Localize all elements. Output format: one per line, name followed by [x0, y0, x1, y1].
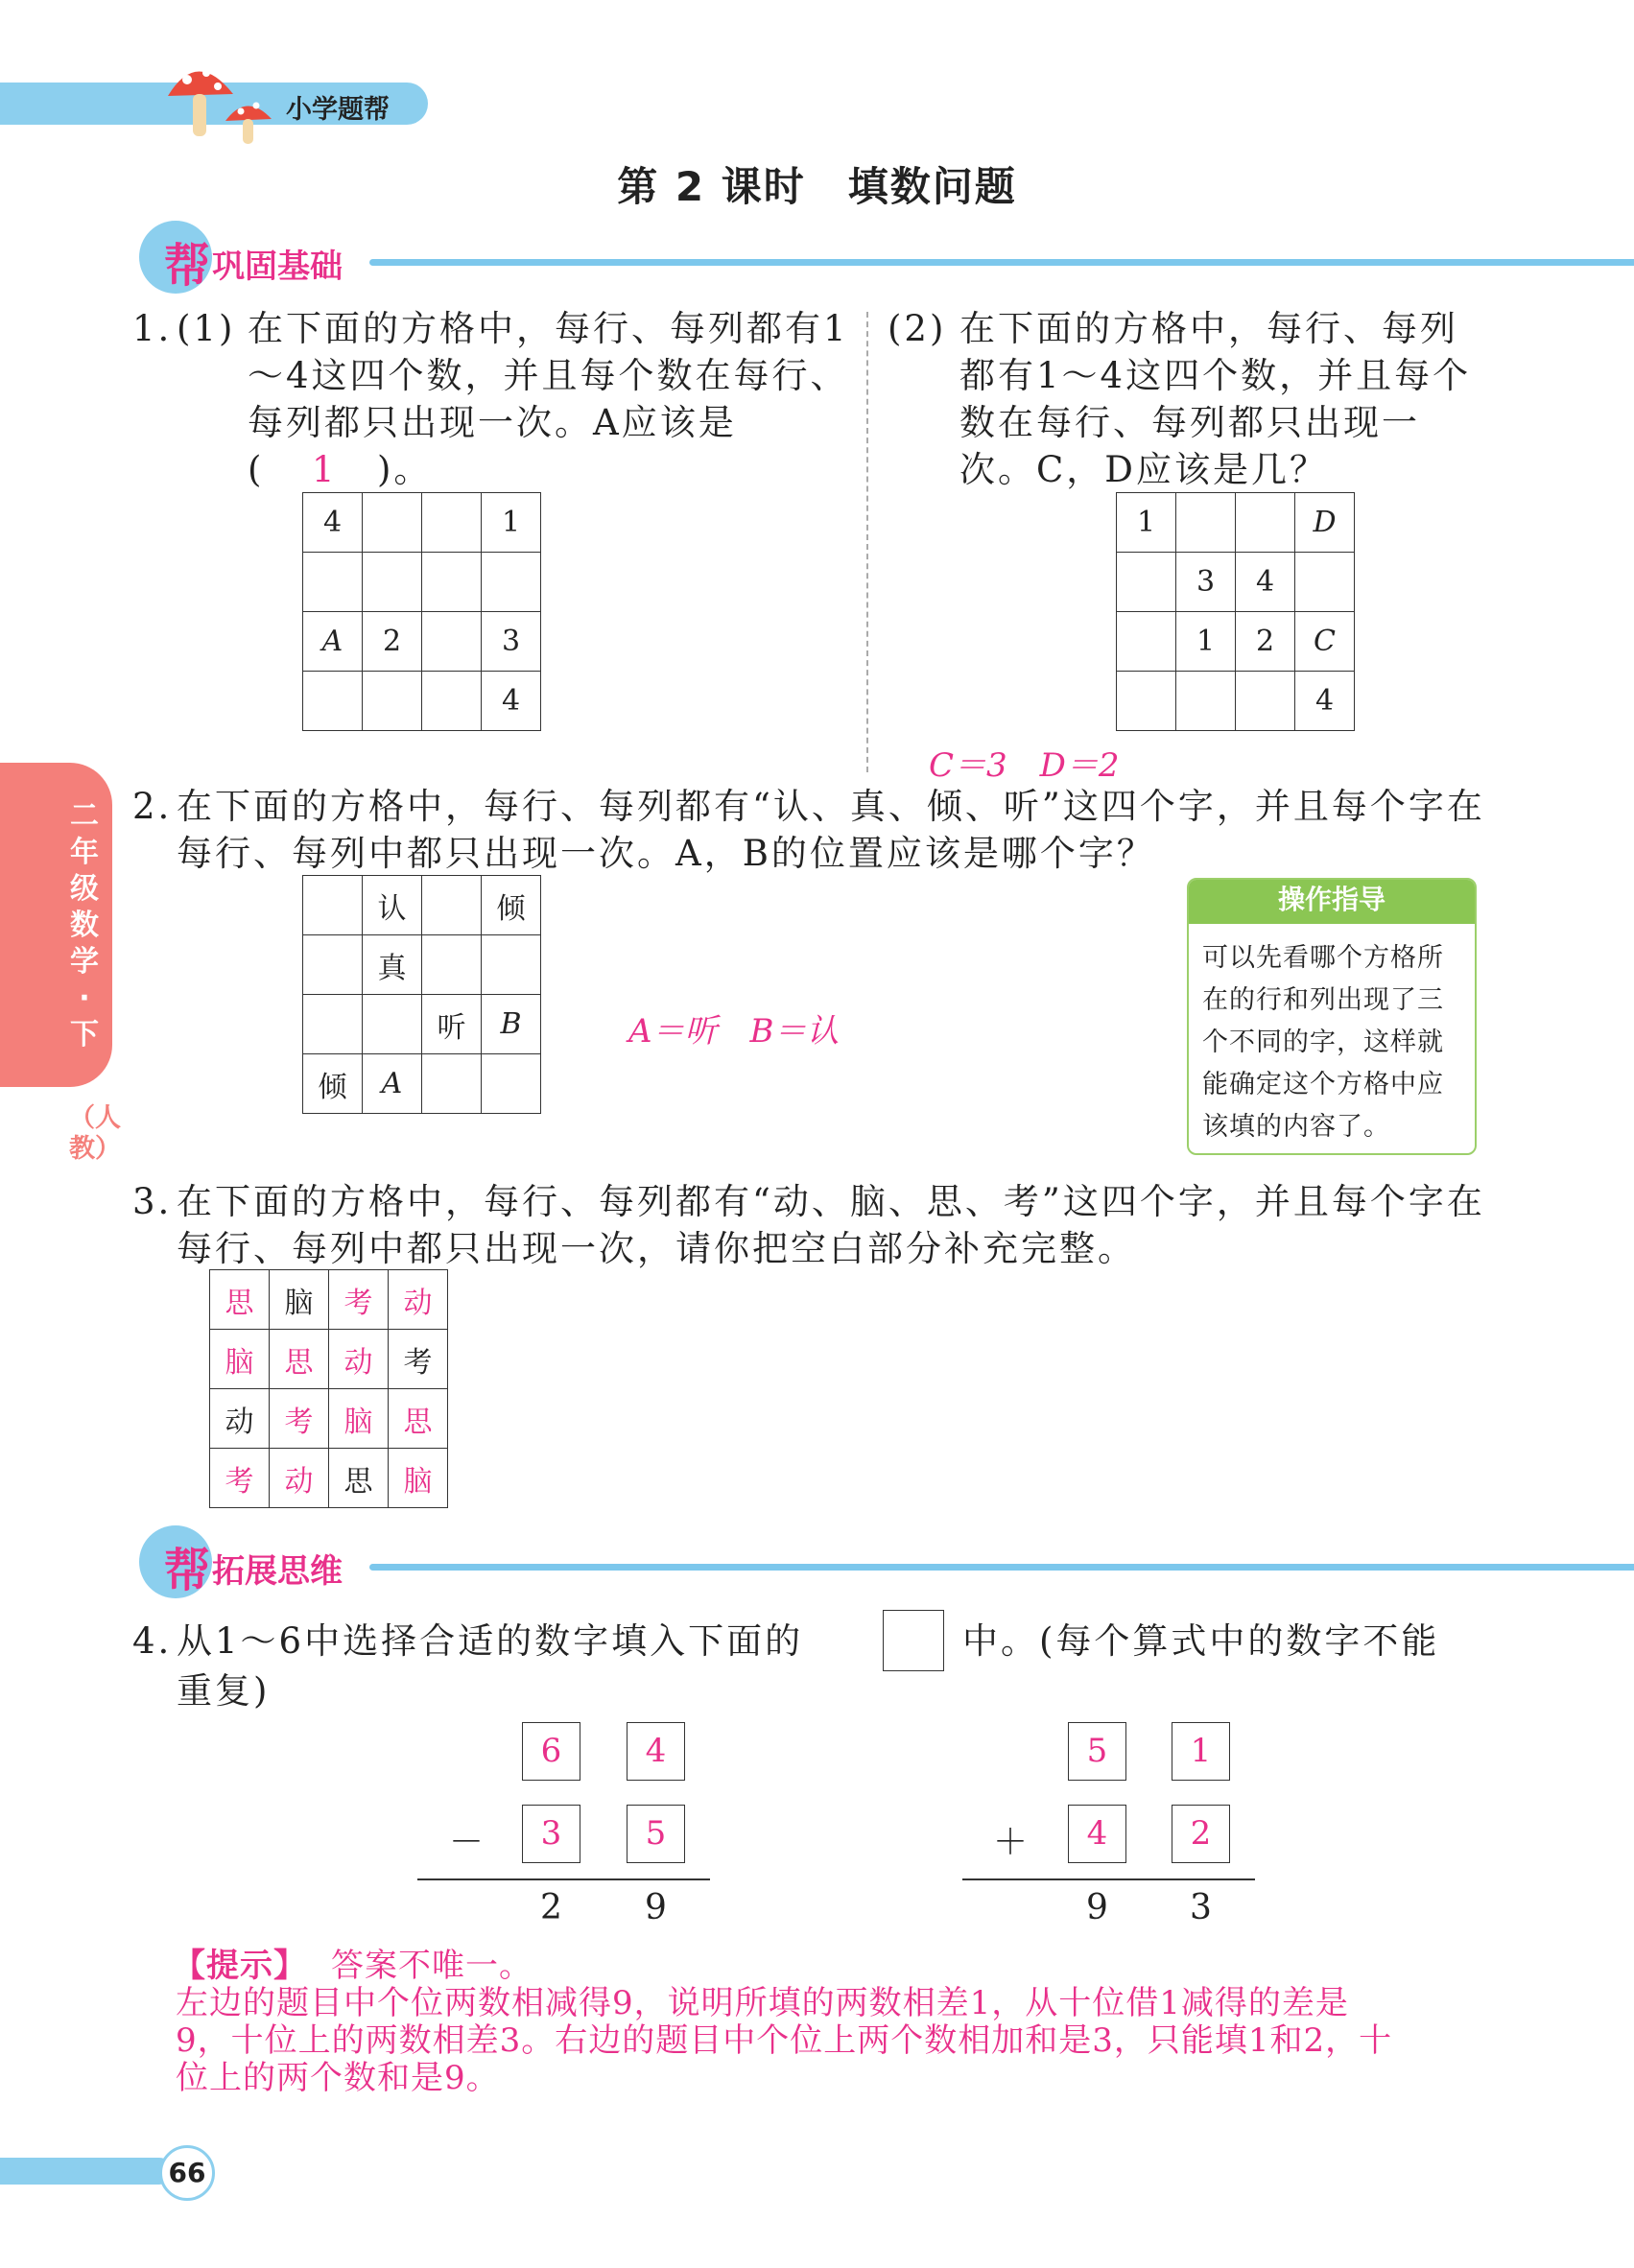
grid-cell: 2 — [1236, 612, 1295, 672]
grid-cell: 思 — [389, 1389, 448, 1449]
grid-cell: 倾 — [482, 876, 541, 935]
grid-cell — [363, 672, 422, 731]
grid-cell — [1117, 553, 1176, 612]
grid-cell — [1176, 493, 1236, 553]
q1-part1-grid — [302, 492, 541, 731]
q1-part1-answer-close: )。 — [377, 449, 433, 490]
grid-row — [303, 995, 541, 1054]
grid-cell: 1 — [1117, 493, 1176, 553]
mushroom-logo-icon — [158, 56, 283, 147]
grid-row — [303, 1054, 541, 1114]
q2-text: 在下面的方格中，每行、每列都有“认、真、倾、听”这四个字，并且每个字在每行、每列中都只出现一次。A，B的位置应该是哪个字？ — [177, 786, 1485, 874]
q4-right-bottom-ones: 2 — [1172, 1805, 1230, 1863]
grid-cell — [1295, 553, 1355, 612]
q4-left-result-ones: 9 — [645, 1888, 667, 1927]
q1-part1-answer-open: ( — [248, 449, 265, 490]
grid-cell: B — [482, 995, 541, 1054]
grid-cell: 思 — [329, 1449, 389, 1508]
grid-cell — [363, 553, 422, 612]
page-title: 第 2 课时 填数问题 — [617, 163, 1017, 210]
grid-cell — [1176, 672, 1236, 731]
side-tab-sub: （人教） — [69, 1103, 121, 1164]
hint-line-3: 位上的两个数和是9。 — [176, 2059, 500, 2097]
grid-cell: 考 — [329, 1270, 389, 1330]
grid-row — [210, 1330, 448, 1389]
q3-text: 在下面的方格中，每行、每列都有“动、脑、思、考”这四个字，并且每个字在每行、每列中都只出现一次，请你把空白部分补充完整。 — [177, 1181, 1485, 1269]
grid-cell — [422, 1054, 482, 1114]
hint-line-1: 左边的题目中个位两数相减得9，说明所填的两数相差1，从十位借1减得的差是 — [176, 1984, 1349, 2022]
grid-cell: 动 — [389, 1270, 448, 1330]
grid-row — [303, 612, 541, 672]
grid-cell: 动 — [210, 1389, 270, 1449]
grid-cell: C — [1295, 612, 1355, 672]
q4-blank-box — [883, 1610, 944, 1671]
grid-cell — [303, 995, 363, 1054]
grid-cell — [303, 935, 363, 995]
grid-row — [303, 493, 541, 553]
q4-number: 4. — [132, 1620, 173, 1662]
q1-part1-label: (1) — [177, 308, 236, 349]
page-number: 66 — [159, 2145, 215, 2201]
grid-cell — [482, 935, 541, 995]
grid-cell — [303, 876, 363, 935]
grid-cell: 4 — [303, 493, 363, 553]
grid-cell: 脑 — [270, 1270, 329, 1330]
grid-cell: 思 — [270, 1330, 329, 1389]
grid-cell: 3 — [482, 612, 541, 672]
grid-cell — [363, 995, 422, 1054]
brand-label: 小学题帮 — [286, 95, 390, 125]
grid-row — [303, 672, 541, 731]
section-label: 巩固基础 — [212, 248, 343, 286]
tip-body: 可以先看哪个方格所在的行和列出现了三个不同的字，这样就能确定这个方格中应该填的内容了。 — [1202, 943, 1444, 1142]
grid-cell: 考 — [270, 1389, 329, 1449]
grid-cell: D — [1295, 493, 1355, 553]
q4-right-result-tens: 9 — [1086, 1888, 1108, 1927]
section-divider — [369, 259, 1634, 266]
grid-cell: 倾 — [303, 1054, 363, 1114]
grid-cell: 真 — [363, 935, 422, 995]
grid-cell: 4 — [1236, 553, 1295, 612]
grid-row — [303, 935, 541, 995]
section-bang: 帮 — [164, 1544, 211, 1597]
q4-text-line2: 重复) — [177, 1670, 271, 1712]
grid-row — [1117, 612, 1355, 672]
grid-row — [1117, 553, 1355, 612]
grid-cell — [422, 493, 482, 553]
column-divider — [866, 312, 868, 772]
grid-cell: 动 — [329, 1330, 389, 1389]
hint-label: 【提示】 — [173, 1947, 307, 1985]
grid-cell — [422, 553, 482, 612]
grid-cell: 考 — [389, 1330, 448, 1389]
q4-right-operator: ＋ — [993, 1823, 1029, 1862]
section-bang: 帮 — [164, 239, 211, 293]
grid-cell: 1 — [482, 493, 541, 553]
grid-row — [1117, 493, 1355, 553]
grid-cell — [1236, 493, 1295, 553]
grid-row — [303, 553, 541, 612]
q1-part2-answer: C＝3 D＝2 — [929, 746, 1120, 785]
q4-left-bottom-tens: 3 — [522, 1805, 580, 1863]
grid-cell: 2 — [363, 612, 422, 672]
q4-right-top-ones: 1 — [1172, 1722, 1230, 1781]
q4-left-top-tens: 6 — [522, 1722, 580, 1781]
q3-number: 3. — [132, 1181, 173, 1222]
grid-row — [210, 1389, 448, 1449]
grid-row — [210, 1270, 448, 1330]
grid-cell: 脑 — [210, 1330, 270, 1389]
grid-cell — [422, 612, 482, 672]
grid-cell: 动 — [270, 1449, 329, 1508]
grid-cell: 4 — [1295, 672, 1355, 731]
grid-cell — [1117, 672, 1176, 731]
grid-cell — [422, 672, 482, 731]
section-label: 拓展思维 — [212, 1552, 343, 1591]
grid-cell — [363, 493, 422, 553]
grid-cell — [303, 672, 363, 731]
q1-part2-text: 在下面的方格中，每行、每列都有1～4这四个数，并且每个数在每行、每列都只出现一次。C，D应该是几？ — [959, 308, 1472, 490]
grid-cell: 认 — [363, 876, 422, 935]
tip-title: 操作指导 — [1189, 880, 1475, 924]
grid-cell: 脑 — [329, 1389, 389, 1449]
grid-cell — [482, 553, 541, 612]
grid-cell — [422, 935, 482, 995]
section-extend-header — [139, 1524, 1502, 1600]
grid-cell: 脑 — [389, 1449, 448, 1508]
q4-text-after: 中。(每个算式中的数字不能 — [962, 1620, 1440, 1662]
q1-part2-label: (2) — [888, 308, 947, 349]
q4-right-rule — [962, 1878, 1255, 1880]
q4-text-before: 从1～6中选择合适的数字填入下面的 — [177, 1620, 804, 1662]
grid-row — [1117, 672, 1355, 731]
q1-part2-grid — [1116, 492, 1355, 731]
q4-right-top-tens: 5 — [1068, 1722, 1126, 1781]
grid-cell: 1 — [1176, 612, 1236, 672]
tip-box — [1187, 878, 1477, 1155]
q4-left-bottom-ones: 5 — [627, 1805, 685, 1863]
grid-cell: A — [303, 612, 363, 672]
grid-cell — [1117, 612, 1176, 672]
grid-cell — [1236, 672, 1295, 731]
q1-number: 1. — [132, 308, 173, 349]
grid-row — [303, 876, 541, 935]
q1-part1-text: 在下面的方格中，每行、每列都有1～4这四个数，并且每个数在每行、每列都只出现一次。A应该是 — [248, 308, 849, 443]
grid-cell: 3 — [1176, 553, 1236, 612]
side-tab-text: 二年级数学·下 — [70, 799, 99, 1051]
grid-cell — [303, 553, 363, 612]
grid-cell — [422, 876, 482, 935]
grid-cell: 4 — [482, 672, 541, 731]
q2-number: 2. — [132, 786, 173, 827]
footer-bar — [0, 2158, 173, 2185]
grid-cell: A — [363, 1054, 422, 1114]
q4-right-result-ones: 3 — [1190, 1888, 1212, 1927]
grid-cell: 考 — [210, 1449, 270, 1508]
hint-title: 答案不唯一。 — [331, 1947, 533, 1985]
grid-cell: 思 — [210, 1270, 270, 1330]
q2-grid — [302, 875, 541, 1114]
q4-left-rule — [417, 1878, 710, 1880]
section-basic-header — [139, 219, 1502, 295]
grid-cell — [482, 1054, 541, 1114]
hint-line-2: 9，十位上的两数相差3。右边的题目中个位上两个数相加和是3，只能填1和2，十 — [176, 2021, 1393, 2060]
q2-answer: A＝听 B＝认 — [628, 1012, 840, 1051]
section-divider — [369, 1564, 1634, 1571]
grid-row — [210, 1449, 448, 1508]
q1-part1-answer: 1 — [312, 449, 338, 490]
q4-left-operator: － — [449, 1823, 485, 1862]
q4-left-result-tens: 2 — [540, 1888, 562, 1927]
grid-cell: 听 — [422, 995, 482, 1054]
q4-left-top-ones: 4 — [627, 1722, 685, 1781]
q3-grid — [209, 1269, 448, 1508]
q4-right-bottom-tens: 4 — [1068, 1805, 1126, 1863]
